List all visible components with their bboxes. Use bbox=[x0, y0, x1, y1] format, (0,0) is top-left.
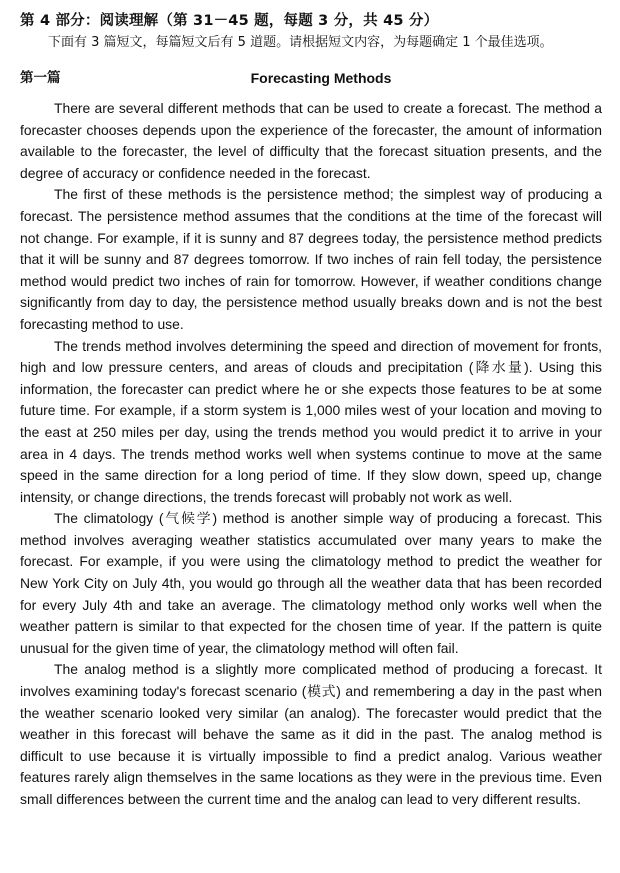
section-instructions: 下面有 3 篇短文，每篇短文后有 5 道题。请根据短文内容，为每题确定 1 个最佳选项。 bbox=[48, 35, 553, 50]
section-heading: 第 4 部分：阅读理解（第 31－45 题，每题 3 分，共 45 分） bbox=[20, 13, 439, 29]
paragraph-intro: There are several different methods that can be used to create a forecast. The method a forecaster chooses depends upon the experience of the forecaster, the amount of information available to the forecaster, the level of difficulty that the forecast situation presents, and the degree of accuracy or confidence needed in the forecast. bbox=[20, 100, 602, 181]
paragraph-persistence-method: The first of these methods is the persistence method; the simplest way of producing a forecast. The persistence method assumes that the conditions at the time of the forecast will not change. For example, if it is sunny and 87 degrees today, the persistence method predicts that it will be sunny and 87 degrees tomorrow. If two inches of rain fell today, the persistence method would predict two inches of rain for tomorrow. However, if weather conditions change significantly from day to day, the persistence method usually breaks down and is not the best forecasting method to use. bbox=[20, 186, 602, 332]
paragraph-climatology-method: The climatology (气候学) method is another simple way of producing a forecast. This method involves averaging weather statistics accumulated over many years to make the forecast. For example, if you were using the climatology method to predict the weather for New York City on July 4th, you would go through all the weather data that has been recorded for every July 4th and take an average. The climatology method only works well when the weather pattern is similar to that expected for the chosen time of year. If the pattern is quite unusual for the given time of year, the climatology method will often fail. bbox=[20, 510, 602, 656]
passage-title: Forecasting Methods bbox=[250, 70, 392, 86]
passage-label: 第一篇 bbox=[20, 70, 61, 86]
passage-header bbox=[20, 67, 602, 89]
paragraph-trends-method: The trends method involves determining the speed and direction of movement for fronts, high and low pressure centers, and areas of clouds and precipitation (降水量). Using this information, the forecaster can predict where he or she expects those features to be at some future time. For example, if a storm system is 1,000 miles west of your location and moving to the east at 250 miles per day, using the trends method you would predict it to arrive in your area in 4 days. The trends method works well when systems continue to move at the same speed in the same direction for a long period of time. If they slow down, speed up, change intensity, or change directions, the trends forecast will probably not work as well. bbox=[20, 337, 602, 505]
passage-body bbox=[20, 98, 602, 811]
paragraph-analog-method: The analog method is a slightly more complicated method of producing a forecast. It involves examining today's forecast scenario (模式) and remembering a day in the past when the weather scenario looked very similar (an analog). The forecaster would predict that the weather in this forecast will behave the same as it did in the past. The analog method is difficult to use because it is virtually impossible to find a predict analog. Various weather features rarely align themselves in the same locations as they were in the previous time. Even small differences between the current time and the analog can lead to very different results. bbox=[20, 661, 602, 807]
